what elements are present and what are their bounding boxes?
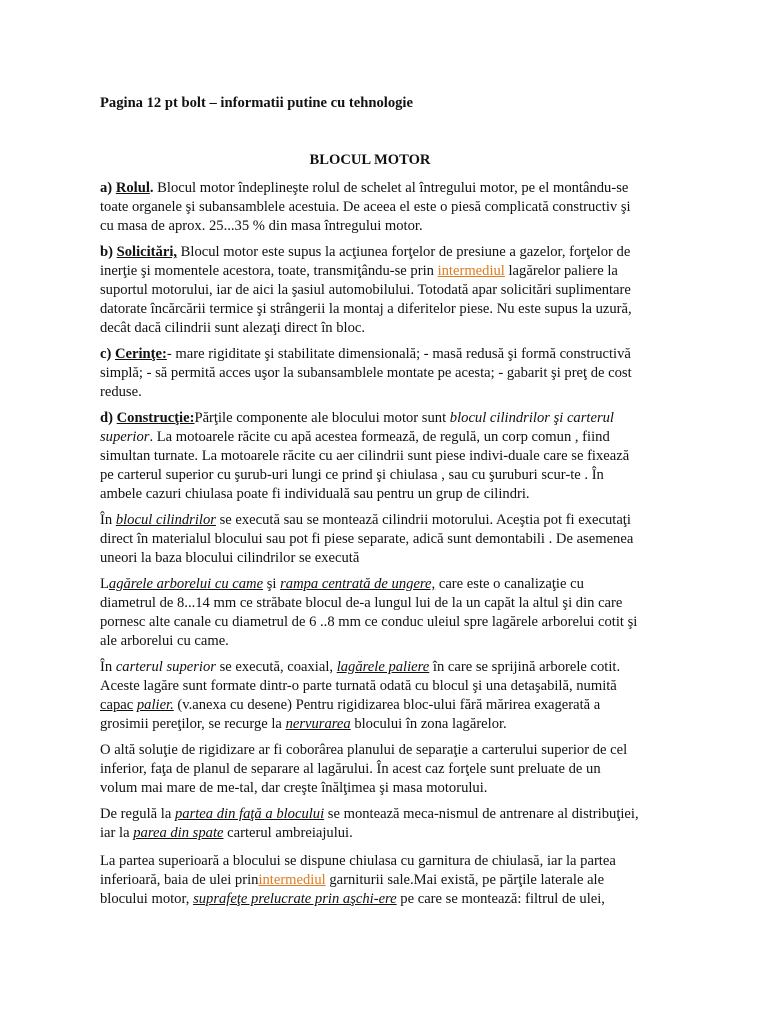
emphasis-text: blocul cilindrilor (115, 512, 216, 528)
label-constructie: Construcţie: (116, 410, 195, 426)
paragraph-text: blocului în zona lagărelor. (350, 716, 507, 732)
paragraph-text: şi (263, 576, 281, 592)
paragraph-text: În (100, 659, 116, 675)
label-solicitari: Solicitări, (116, 244, 178, 260)
paragraph-text: (v.anexa cu desene) Pentru rigidizarea bloc-ului fără mărirea exagerată a grosimii pereţilor, se recurge la (100, 697, 601, 732)
label-cerinte: Cerinţe: (115, 346, 167, 362)
emphasis-text: suprafeţe prelucrate prin aşchi-ere (193, 891, 397, 907)
paragraph-text: - mare rigiditate şi stabilitate dimensională; - masă redusă şi formă constructivă simplă; - să permită acces uşor la subansamblele montate pe acesta; - gabarit şi preţ de cost reduse. (100, 346, 632, 400)
paragraph-text: lagărelor paliere la suportul motorului, iar de aici la şasiul automobilului. Totodată apar solicitări suplimentare datorate încărcării termice şi strângerii la montaj a diferitelor piese. Nu este supus la uzură, decât dacă cilindrii sunt alezaţi direct în bloc. (100, 263, 632, 336)
document-body (100, 94, 640, 916)
paragraph-text: se montează meca-nismul de antrenare al distribuţiei, iar la (100, 806, 639, 841)
paragraph-lagare-came (100, 575, 640, 651)
section-title: BLOCUL MOTOR (309, 152, 431, 168)
paragraph-carter-superior (100, 658, 640, 734)
label-prefix: c) (100, 346, 115, 362)
emphasis-text: capac (100, 697, 134, 713)
paragraph-text: în care se sprijină arborele cotit. Aceste lagăre sunt formate dintr-o parte turnată odată cu blocul şi una detaşabilă, numită (100, 659, 621, 694)
emphasis-text: parea din spate (133, 825, 224, 841)
intermediul-link[interactable]: intermediul (437, 263, 505, 279)
paragraph-text: La partea superioară a blocului se dispune chiulasa cu garnitura de chiulasă, iar la partea inferioară, baia de ulei prin (100, 853, 616, 888)
label-prefix: b) (100, 244, 117, 260)
paragraph-text: Părţile componente ale blocului motor sunt (194, 410, 450, 426)
emphasis-text: partea din faţă a blocului (174, 806, 325, 822)
paragraph-text: De regulă la (100, 806, 175, 822)
paragraph-text: garniturii sale.Mai există, pe părţile laterale ale blocului motor, (100, 872, 605, 907)
paragraph-constructie (100, 409, 640, 504)
page-header: Pagina 12 pt bolt – informatii putine cu tehnologie (100, 95, 413, 111)
paragraph-text: Blocul motor este supus la acţiunea forţelor de presiune a gazelor, forţelor de inerţie şi momentele acestora, toate, transmiţându-se prin (100, 244, 631, 279)
label-prefix: a) (100, 180, 116, 196)
paragraph-text: se execută sau se montează cilindrii motorului. Aceştia pot fi executaţi direct în materialul blocului sau pot fi piese separate, adică sunt demontabili . De asemenea uneori la baza blocului cilindrilor se execută (100, 512, 634, 566)
paragraph-alta-solutie: O altă soluţie de rigidizare ar fi coborârea planului de separaţie a carterului superior de cel inferior, faţa de planul de separare al lagărului. În acest caz forţele sunt preluate de un volum mai mare de me-tal, dar creşte înălţimea şi masa motorului. (100, 742, 628, 796)
paragraph-partea-superioara (100, 852, 640, 909)
paragraph-text: L (100, 576, 109, 592)
paragraph-text: carterul ambreiajului. (223, 825, 353, 841)
emphasis-text: rampa centrată de ungere, (280, 576, 436, 592)
paragraph-solicitari (100, 243, 640, 338)
emphasis-text: palier. (136, 697, 174, 713)
paragraph-text: . La motoarele răcite cu apă acestea formează, de regulă, un corp comun , fiind simultan turnate. La motoarele răcite cu aer cilindrii sunt piese indivi-duale care se fixează pe carterul superior cu şurub-uri lungi ce prind şi chiulasa , sau cu şuruburi scur-te . În ambele cazuri chiulasa poate fi individuală sau pentru un grup de cilindri. (100, 429, 630, 502)
emphasis-text: blocul cilindrilor şi carterul superior (100, 410, 614, 445)
emphasis-text: carterul superior (115, 659, 216, 675)
paragraph-cerinte (100, 345, 640, 402)
emphasis-text: lagărele paliere (336, 659, 430, 675)
paragraph-text: Blocul motor îndeplineşte rolul de schelet al întregului motor, pe el montându-se toate organele şi subansamblele acestuia. De aceea el este o piesă complicată constructiv şi cu masa de aprox. 25...35 % din masa întregului motor. (100, 180, 631, 234)
intermediul-link[interactable]: intermediul (258, 872, 326, 888)
label-prefix: d) (100, 410, 117, 426)
emphasis-text: agărele arborelui cu came (108, 576, 264, 592)
paragraph-text: care este o canalizaţie cu diametrul de 8...14 mm ce străbate blocul de-a lungul lui de la un capăt la altul şi din care pornesc alte canale cu diametrul de 6 ..8 mm ce conduc uleiul spre lagărele arborelui cotit şi ale arborelui cu came. (100, 576, 638, 649)
paragraph-text: În (100, 512, 116, 528)
paragraph-text: se execută, coaxial, (215, 659, 337, 675)
paragraph-text: pe care se montează: filtrul de ulei, (396, 891, 605, 907)
paragraph-rolul (100, 179, 640, 236)
emphasis-text: nervurarea (285, 716, 351, 732)
label-rolul: Rolul (115, 180, 150, 196)
label-suffix: . (149, 180, 154, 196)
paragraph-bloc-cilindri (100, 511, 640, 568)
paragraph-regula (100, 805, 640, 843)
